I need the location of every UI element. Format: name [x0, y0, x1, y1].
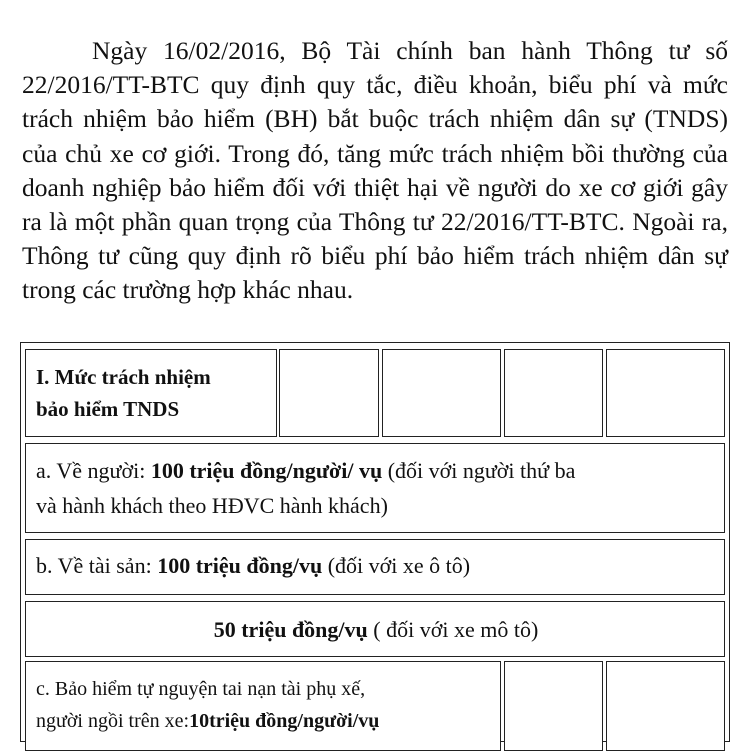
table-row-property-car: b. Về tài sản: 100 triệu đồng/vụ (đối với xe ô tô)	[25, 539, 725, 595]
row-voluntary-line2: người ngồi trên xe:10triệu đồng/người/vụ	[36, 710, 380, 732]
table-header-title-line2: bảo hiểm TNDS	[36, 397, 180, 421]
table-header-empty-cell	[279, 349, 379, 437]
table-row-property-motorbike: 50 triệu đồng/vụ ( đối với xe mô tô)	[25, 601, 725, 657]
table-header-title-cell	[25, 349, 277, 437]
row-voluntary-line1: c. Bảo hiểm tự nguyện tai nạn tài phụ xế,	[36, 678, 366, 700]
table-header-empty-cell	[382, 349, 501, 437]
table-header-empty-cell	[504, 349, 603, 437]
liability-table	[20, 342, 730, 742]
table-row-person	[25, 443, 725, 533]
table-header-empty-cell	[606, 349, 725, 437]
row-person-line2: và hành khách theo HĐVC hành khách)	[36, 493, 388, 518]
row-person-line1: a. Về người: 100 triệu đồng/người/ vụ (đối với người thứ ba	[36, 458, 576, 483]
intro-paragraph: Ngày 16/02/2016, Bộ Tài chính ban hành Thông tư số 22/2016/TT-BTC quy định quy tắc, điều khoản, biểu phí và mức trách nhiệm bảo hiểm (BH) bắt buộc trách nhiệm dân sự (TNDS) của chủ xe cơ giới. Trong đó, tăng mức trách nhiệm bồi thường của doanh nghiệp bảo hiểm đối với thiệt hại về người do xe cơ giới gây ra là một phần quan trọng của Thông tư 22/2016/TT-BTC. Ngoài ra, Thông tư cũng quy định rõ biểu phí bảo hiểm trách nhiệm dân sự trong các trường hợp khác nhau.	[22, 36, 728, 305]
table-header-title-line1: I. Mức trách nhiệm	[36, 365, 211, 389]
